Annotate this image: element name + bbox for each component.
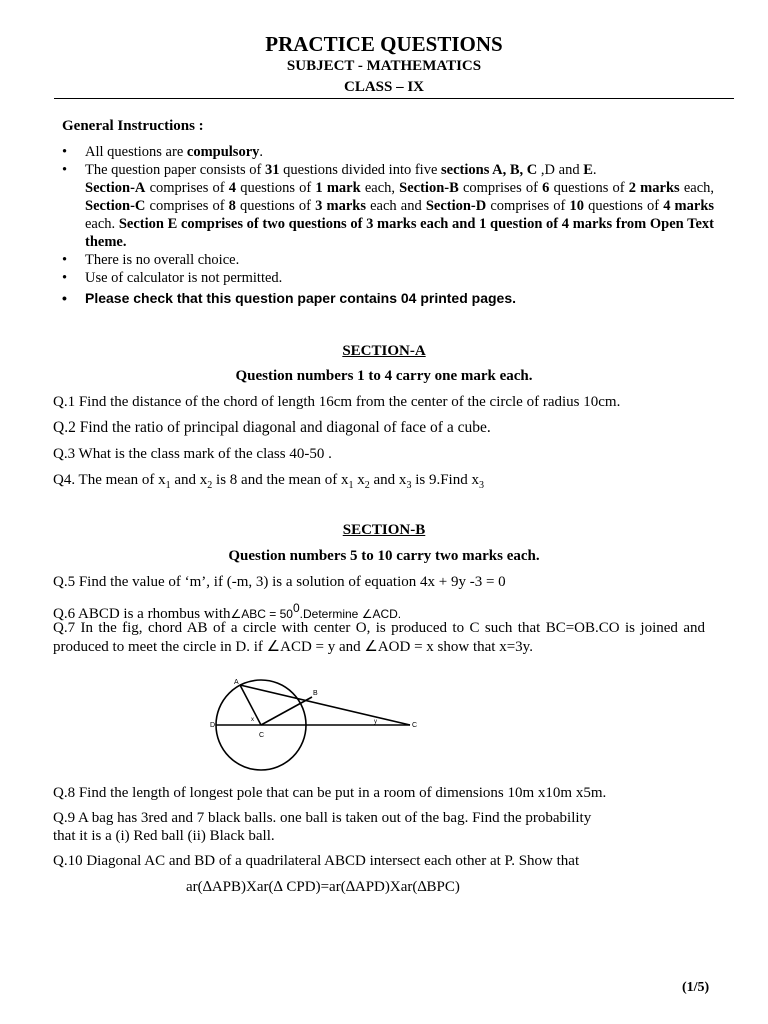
instruction-text: comprises of: [145, 198, 229, 214]
instruction-emphasis: 3 marks: [315, 198, 366, 214]
question-8: Q.8 Find the length of longest pole that can be put in a room of dimensions 10m x10m x5m.: [53, 785, 607, 801]
q4-subscript: 3: [406, 480, 412, 491]
instruction-text: comprises of: [486, 198, 570, 214]
instruction-text: questions of: [549, 180, 629, 196]
subject-line: SUBJECT - MATHEMATICS: [286, 58, 482, 74]
instruction-text: each,: [679, 180, 715, 196]
instruction-emphasis: 10: [569, 198, 584, 214]
page-title: PRACTICE QUESTIONS: [265, 32, 503, 56]
question-3: Q.3 What is the class mark of the class 40-50 .: [53, 446, 332, 462]
instruction-emphasis: Section E comprises of two questions of 3 marks each and 1 question of 4 marks from Open Text theme.: [85, 216, 714, 250]
instruction-text: questions divided into five: [279, 162, 442, 178]
instruction-item: [62, 143, 714, 161]
instruction-item: • There is no overall choice.: [62, 251, 714, 269]
instruction-emphasis: Section-A: [85, 180, 146, 196]
question-4: [53, 471, 705, 495]
question-9-line-1: Q.9 A bag has 3red and 7 black balls. one ball is taken out of the bag. Find the probability: [53, 810, 592, 826]
instruction-text: each,: [360, 180, 400, 196]
q4-text: is 8 and the mean of x: [212, 472, 349, 488]
question-5: Q.5 Find the value of ‘m’, if (-m, 3) is a solution of equation 4x + 9y -3 = 0: [53, 574, 506, 590]
instructions-heading: General Instructions :: [62, 118, 204, 134]
instruction-emphasis: 1 mark: [315, 180, 361, 196]
instruction-item: • Use of calculator is not permitted.: [62, 269, 714, 287]
instruction-text: each and: [365, 198, 426, 214]
instruction-text: comprises of: [145, 180, 229, 196]
q4-subscript: 2: [207, 480, 213, 491]
q4-subscript: 1: [165, 480, 171, 491]
instruction-item: • Please check that this question paper contains 04 printed pages.: [62, 289, 714, 307]
question-10-line-2: ar(∆APB)Xar(∆ CPD)=ar(∆APD)Xar(∆BPC): [186, 879, 460, 895]
page-number: (1/5): [682, 980, 710, 995]
q6-degree: 0: [292, 601, 300, 615]
label-b: B: [313, 690, 318, 697]
q6-text: .Determine ∠ACD.: [299, 607, 402, 621]
instruction-emphasis: Section-C: [85, 198, 146, 214]
instruction-text: questions of: [236, 180, 316, 196]
instruction-text: ,D and: [537, 162, 584, 178]
instruction-emphasis: 4 marks: [663, 198, 715, 214]
q4-text: and x: [170, 472, 208, 488]
label-c: C: [412, 722, 418, 729]
section-b-title: SECTION-B: [342, 522, 426, 538]
q4-subscript: 2: [364, 480, 370, 491]
instruction-emphasis: Section-B: [399, 180, 459, 196]
question-7: Q.7 In the fig, chord AB of a circle with center O, is produced to C such that BC=OB.CO is joined and produced to meet the circle in D. if ∠ACD = y and ∠AOD = x show that x=3y.: [53, 620, 705, 655]
line-ac: [240, 685, 410, 725]
q4-text: is 9.Find x: [411, 472, 479, 488]
instruction-text: questions of: [235, 198, 316, 214]
q6-text: Q.6 ABCD is a rhombus with: [53, 606, 231, 622]
instruction-emphasis: E: [583, 162, 593, 178]
instruction-emphasis: 31: [265, 162, 280, 178]
label-o: C: [259, 732, 265, 739]
q4-text: x: [353, 472, 365, 488]
section-a-note: Question numbers 1 to 4 carry one mark each.: [235, 368, 533, 384]
instruction-item: [62, 161, 714, 251]
instruction-text: .: [259, 144, 264, 160]
instruction-emphasis: Section-D: [425, 198, 487, 214]
instruction-emphasis: compulsory: [186, 144, 260, 160]
label-x: x: [251, 717, 254, 723]
q4-text: and x: [369, 472, 407, 488]
instruction-emphasis: sections A, B, C: [441, 162, 538, 178]
circle-figure: [204, 672, 428, 772]
q4-text: Q4. The mean of x: [53, 472, 166, 488]
instruction-text: All questions are: [85, 144, 187, 160]
question-1: Q.1 Find the distance of the chord of length 16cm from the center of the circle of radius 10cm.: [53, 394, 621, 410]
question-9-line-2: that it is a (i) Red ball (ii) Black ball.: [53, 828, 275, 844]
q6-angle: ∠ABC = 50: [230, 607, 293, 621]
question-10-line-1: Q.10 Diagonal AC and BD of a quadrilateral ABCD intersect each other at P. Show that: [53, 853, 580, 869]
section-a-title: SECTION-A: [342, 343, 426, 359]
section-b-note: Question numbers 5 to 10 carry two marks each.: [228, 548, 540, 564]
instructions-list: [62, 143, 714, 307]
label-a: A: [234, 679, 239, 686]
instruction-text: questions of: [583, 198, 664, 214]
instruction-text: .: [592, 162, 597, 178]
instruction-emphasis: 2 marks: [628, 180, 680, 196]
label-y: y: [374, 719, 377, 725]
q4-subscript: 1: [348, 480, 354, 491]
instruction-text: The question paper consists of: [85, 162, 266, 178]
instruction-emphasis: 6: [542, 180, 550, 196]
instruction-emphasis: 4: [228, 180, 237, 196]
class-line: CLASS – IX: [343, 79, 425, 95]
instruction-text: each.: [85, 216, 119, 232]
q4-subscript: 3: [478, 480, 484, 491]
label-d: D: [210, 722, 216, 729]
question-2: Q.2 Find the ratio of principal diagonal and diagonal of face of a cube.: [53, 419, 491, 436]
header-divider: [54, 98, 734, 99]
instruction-text: comprises of: [458, 180, 543, 196]
instruction-emphasis: 8: [228, 198, 236, 214]
